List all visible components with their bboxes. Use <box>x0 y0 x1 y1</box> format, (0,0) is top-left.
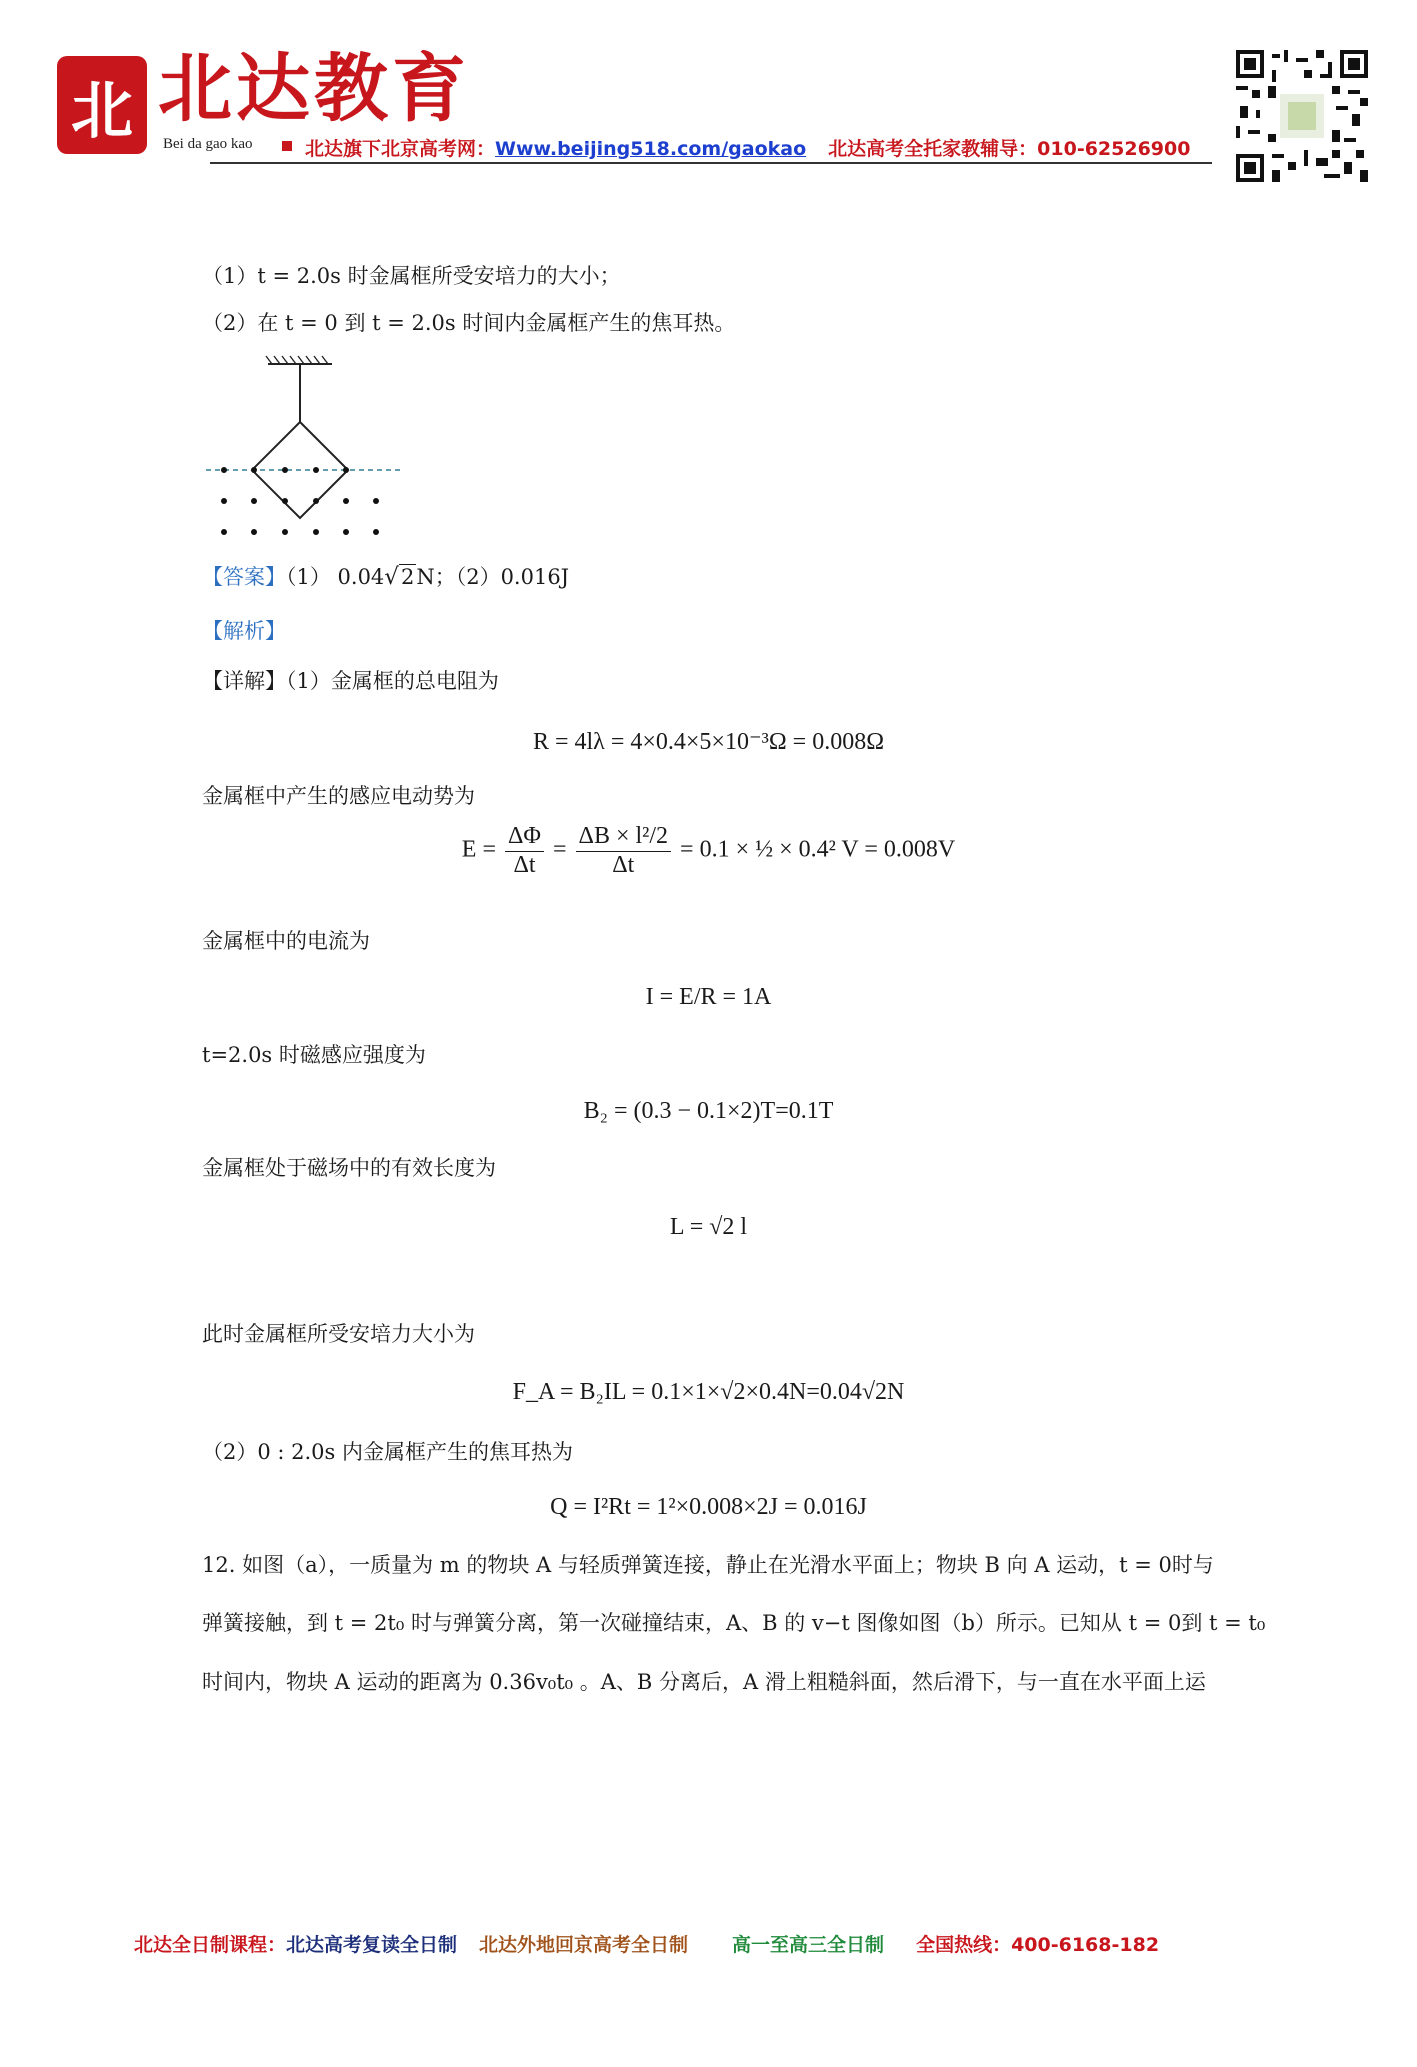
length-text: 金属框处于磁场中的有效长度为 <box>202 1156 496 1180</box>
footer-courses <box>134 1930 1159 1957</box>
emf-text: 金属框中产生的感应电动势为 <box>202 784 475 808</box>
tutor-label: 北达高考全托家教辅导：010-62526900 <box>828 138 1191 160</box>
logo-pinyin: Bei da gao kao <box>163 136 253 152</box>
footer-course-1[interactable]: 北达高考复读全日制 <box>286 1934 458 1956</box>
answer-label: 【答案】 <box>202 565 286 589</box>
equation-field: B₂ = (0.3 − 0.1×2)T=0.1T <box>583 1098 834 1124</box>
logo-text: 北达教育 <box>158 46 470 132</box>
footer-hotline: 全国热线：400-6168-182 <box>916 1934 1160 1956</box>
network-link[interactable]: Www.beijing518.com/gaokao <box>495 138 807 160</box>
network-label: 北达旗下北京高考网： <box>305 138 496 160</box>
equation-heat: Q = I²Rt = 1²×0.008×2J = 0.016J <box>550 1494 867 1520</box>
analysis-label: 【解析】 <box>202 619 286 643</box>
heat-text: （2）0 : 2.0s 内金属框产生的焦耳热为 <box>202 1440 573 1464</box>
footer-course-2[interactable]: 北达外地回京高考全日制 <box>479 1934 689 1956</box>
red-square-bullet <box>282 141 292 151</box>
footer-course-3[interactable]: 高一至高三全日制 <box>732 1934 885 1956</box>
question-part-1: （1）t = 2.0s 时金属框所受安培力的大小； <box>202 264 621 288</box>
metal-frame-figure <box>200 354 410 544</box>
equation-current: I = E/R = 1A <box>645 984 772 1010</box>
detail-intro: 【详解】（1）金属框的总电阻为 <box>202 669 499 693</box>
equation-force: F_A = B₂IL = 0.1×1×√2×0.4N=0.04√2N <box>512 1379 905 1405</box>
force-text: 此时金属框所受安培力大小为 <box>202 1322 475 1346</box>
field-text: t=2.0s 时磁感应强度为 <box>202 1043 426 1067</box>
logo-badge <box>57 56 147 154</box>
logo-char: 北 <box>70 73 133 147</box>
q12-line-1: 12. 如图（a），一质量为 m 的物块 A 与轻质弹簧连接，静止在光滑水平面上；物块 B 向 A 运动，t = 0时与 <box>202 1553 1214 1577</box>
q12-line-3: 时间内，物块 A 运动的距离为 0.36v₀t₀ 。A、B 分离后，A 滑上粗糙斜面，然后滑下，与一直在水平面上运 <box>202 1670 1206 1694</box>
qr-code-icon <box>1236 50 1368 182</box>
current-text: 金属框中的电流为 <box>202 929 370 953</box>
equation-resistance: R = 4lλ = 4×0.4×5×10⁻³Ω = 0.008Ω <box>532 729 885 755</box>
equation-length: L = √2 l <box>669 1214 748 1240</box>
header-links <box>305 134 1190 161</box>
footer-label: 北达全日制课程： <box>134 1934 287 1956</box>
q12-line-2: 弹簧接触，到 t = 2t₀ 时与弹簧分离，第一次碰撞结束，A、B 的 v−t 图像如图（b）所示。已知从 t = 0到 t = t₀ <box>202 1611 1266 1635</box>
answer-line: 【答案】（1） 0.04√2N；（2）0.016J <box>202 564 570 590</box>
equation-emf: E = $\frac{\Delta\Phi}{\Delta t}$ = $\frac{\text{ΔB × l²/2}}{\Delta t}$ = 0.1 × ½ × 0.4² V = 0.008V <box>461 823 956 878</box>
header-divider <box>210 162 1212 164</box>
question-part-2: （2）在 t = 0 到 t = 2.0s 时间内金属框产生的焦耳热。 <box>202 311 736 335</box>
